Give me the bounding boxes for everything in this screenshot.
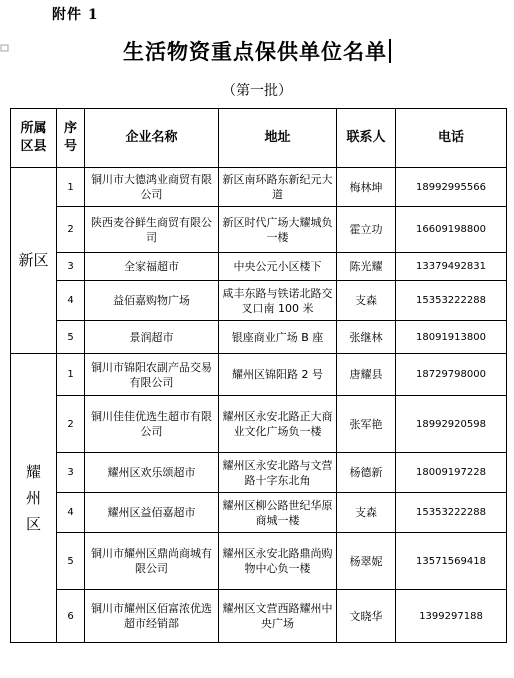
company-cell: 铜川市耀州区佰富浓优选超市经销部 [85,590,219,643]
company-cell: 益佰嘉购物广场 [85,281,219,321]
district-label: 耀州区 [25,463,41,533]
company-cell: 铜川市耀州区鼎尚商城有限公司 [85,533,219,590]
index-cell: 1 [57,168,85,207]
table-row [11,533,507,590]
company-cell: 铜川市锦阳农副产品交易有限公司 [85,354,219,396]
address-cell: 耀州区永安北路正大商业文化广场负一楼 [219,396,337,453]
contact-cell: 唐耀县 [337,354,396,396]
contact-cell: 梅林坤 [337,168,396,207]
table-row [11,493,507,533]
table-row [11,253,507,281]
company-cell: 景润超市 [85,321,219,354]
contact-cell: 文晓华 [337,590,396,643]
contact-cell: 支森 [337,493,396,533]
index-cell: 4 [57,281,85,321]
header-district: 所属 区县 [11,109,57,168]
document-subtitle: （第一批） [222,83,292,99]
table-row [11,453,507,493]
company-cell: 耀州区欢乐颂超市 [85,453,219,493]
phone-cell: 15353222288 [396,281,507,321]
header-index: 序 号 [57,109,85,168]
company-cell: 耀州区益佰嘉超市 [85,493,219,533]
index-cell: 3 [57,253,85,281]
table-row [11,207,507,253]
header-contact: 联系人 [337,109,396,168]
address-cell: 耀州区文营西路耀州中央广场 [219,590,337,643]
contact-cell: 杨德新 [337,453,396,493]
address-cell: 咸丰东路与铁诺北路交叉口南 100 米 [219,281,337,321]
table-row [11,396,507,453]
table-row [11,590,507,643]
attachment-label: 附件 1 [52,7,99,23]
table-header-row [11,109,507,168]
phone-cell: 18009197228 [396,453,507,493]
phone-cell: 18091913800 [396,321,507,354]
phone-cell: 18992920598 [396,396,507,453]
header-address: 地址 [219,109,337,168]
index-cell: 2 [57,207,85,253]
district-cell [11,354,57,643]
contact-cell: 陈光耀 [337,253,396,281]
index-cell: 6 [57,590,85,643]
address-cell: 银座商业广场 B 座 [219,321,337,354]
company-cell: 全家福超市 [85,253,219,281]
address-cell: 新区南环路东新纪元大道 [219,168,337,207]
index-cell: 3 [57,453,85,493]
contact-cell: 杨翠妮 [337,533,396,590]
header-phone: 电话 [396,109,507,168]
contact-cell: 张军艳 [337,396,396,453]
index-cell: 5 [57,321,85,354]
index-cell: 5 [57,533,85,590]
address-cell: 耀州区永安北路鼎尚购物中心负一楼 [219,533,337,590]
district-cell: 新区 [11,168,57,354]
header-company: 企业名称 [85,109,219,168]
phone-cell: 13571569418 [396,533,507,590]
phone-cell: 13379492831 [396,253,507,281]
company-cell: 铜川佳佳优选生超市有限公司 [85,396,219,453]
address-cell: 耀州区锦阳路 2 号 [219,354,337,396]
address-cell: 新区时代广场大耀城负一楼 [219,207,337,253]
contact-cell: 霍立功 [337,207,396,253]
phone-cell: 15353222288 [396,493,507,533]
table-row [11,168,507,207]
title-text: 生活物资重点保供单位名单 [123,39,387,64]
phone-cell: 16609198800 [396,207,507,253]
company-cell: 陕西麦谷鲜生商贸有限公司 [85,207,219,253]
table-row [11,354,507,396]
supplier-table [10,108,507,643]
address-cell: 耀州区永安北路与文营路十字东北角 [219,453,337,493]
address-cell: 耀州区柳公路世纪华原商城一楼 [219,493,337,533]
index-cell: 2 [57,396,85,453]
index-cell: 1 [57,354,85,396]
phone-cell: 18729798000 [396,354,507,396]
phone-cell: 18992995566 [396,168,507,207]
address-cell: 中央公元小区楼下 [219,253,337,281]
phone-cell: 1399297188 [396,590,507,643]
contact-cell: 张继林 [337,321,396,354]
table-row [11,281,507,321]
table-row [11,321,507,354]
text-cursor [389,39,391,63]
company-cell: 铜川市大德鸿业商贸有限公司 [85,168,219,207]
document-title [0,36,514,66]
contact-cell: 支森 [337,281,396,321]
index-cell: 4 [57,493,85,533]
